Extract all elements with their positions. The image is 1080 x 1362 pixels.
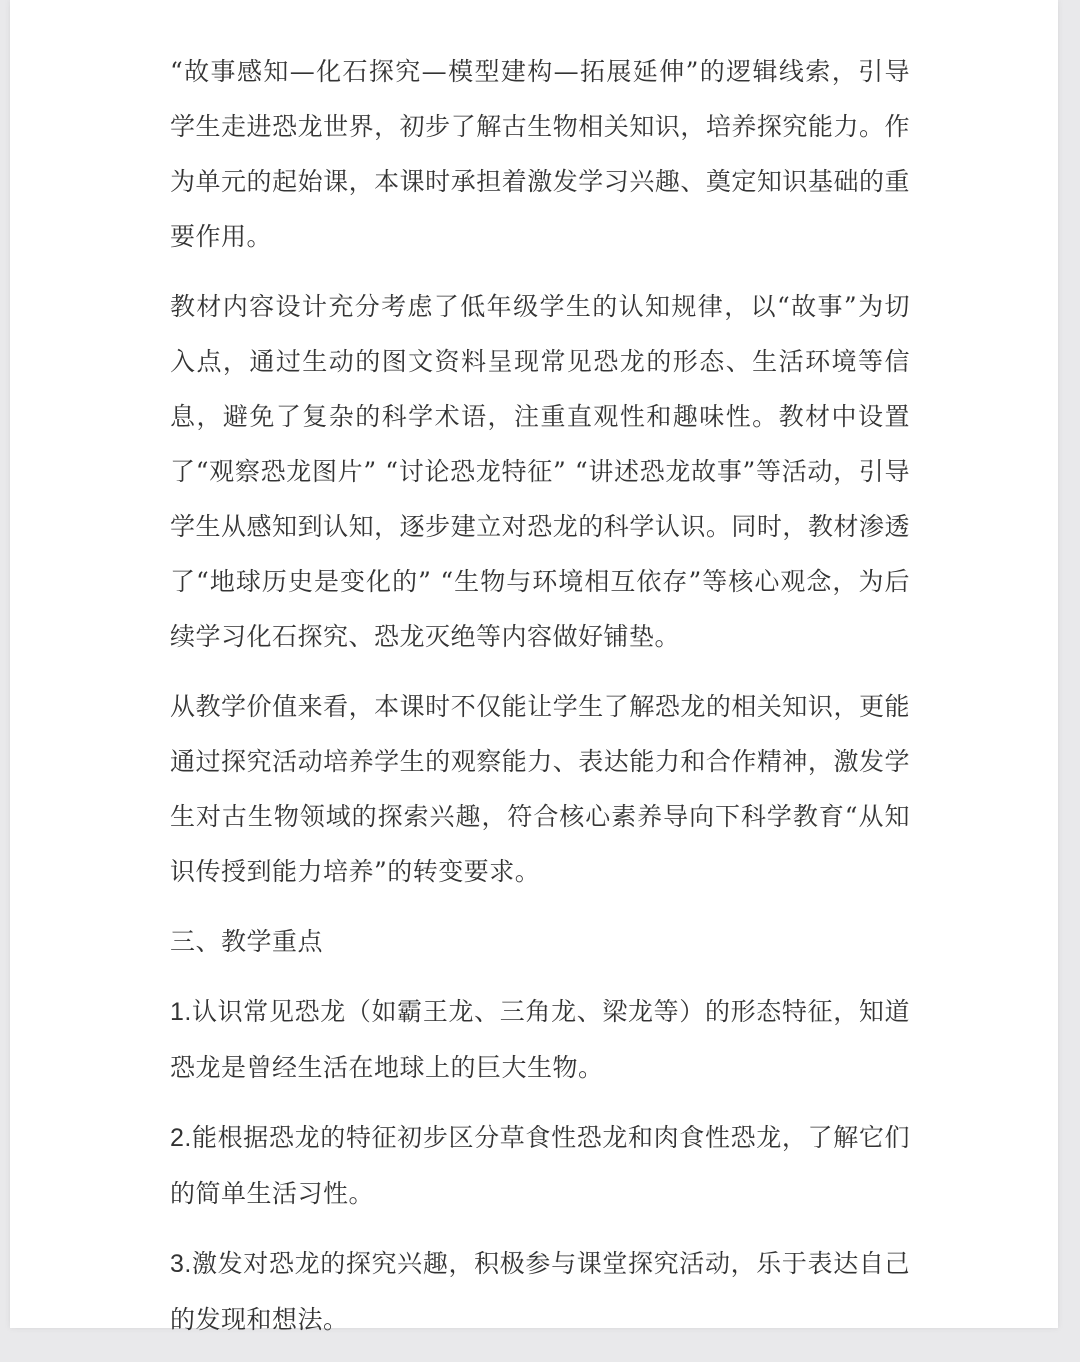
- paragraph-textbook-design: 教材内容设计充分考虑了低年级学生的认知规律，以“故事”为切入点，通过生动的图文资料呈现常见恐龙的形态、生活环境等信息，避免了复杂的科学术语，注重直观性和趣味性。教材中设置了“观察恐龙图片” “讨论恐龙特征” “讲述恐龙故事”等活动，引导学生从感知到认知，逐步建立对恐龙的科学认识。同时，教材渗透了“地球历史是变化的” “生物与环境相互依存”等核心观念，为后续学习化石探究、恐龙灭绝等内容做好铺垫。: [170, 292, 910, 651]
- key-point-1: [170, 984, 910, 1095]
- document-body: [170, 44, 910, 1362]
- key-point-text: 激发对恐龙的探究兴趣，积极参与课堂探究活动，乐于表达自己的发现和想法。: [170, 1249, 910, 1334]
- key-point-number: 3.: [170, 1250, 192, 1278]
- paragraph-teaching-value: 从教学价值来看，本课时不仅能让学生了解恐龙的相关知识，更能通过探究活动培养学生的观察能力、表达能力和合作精神，激发学生对古生物领域的探索兴趣，符合核心素养导向下科学教育“从知识传授到能力培养”的转变要求。: [170, 692, 910, 886]
- section-heading: 三、教学重点: [170, 927, 324, 956]
- key-point-3: [170, 1236, 910, 1347]
- key-point-2: [170, 1110, 910, 1221]
- key-point-number: 1.: [170, 998, 192, 1026]
- key-point-text: 认识常见恐龙（如霸王龙、三角龙、梁龙等）的形态特征，知道恐龙是曾经生活在地球上的巨大生物。: [170, 997, 910, 1082]
- key-point-text: 能根据恐龙的特征初步区分草食性恐龙和肉食性恐龙，了解它们的简单生活习性。: [170, 1123, 910, 1208]
- document-page: [10, 0, 1058, 1334]
- paragraph-logic-thread: “故事感知—化石探究—模型建构—拓展延伸”的逻辑线索，引导学生走进恐龙世界，初步了解古生物相关知识，培养探究能力。作为单元的起始课，本课时承担着激发学习兴趣、奠定知识基础的重要作用。: [170, 57, 910, 251]
- key-point-number: 2.: [170, 1124, 192, 1152]
